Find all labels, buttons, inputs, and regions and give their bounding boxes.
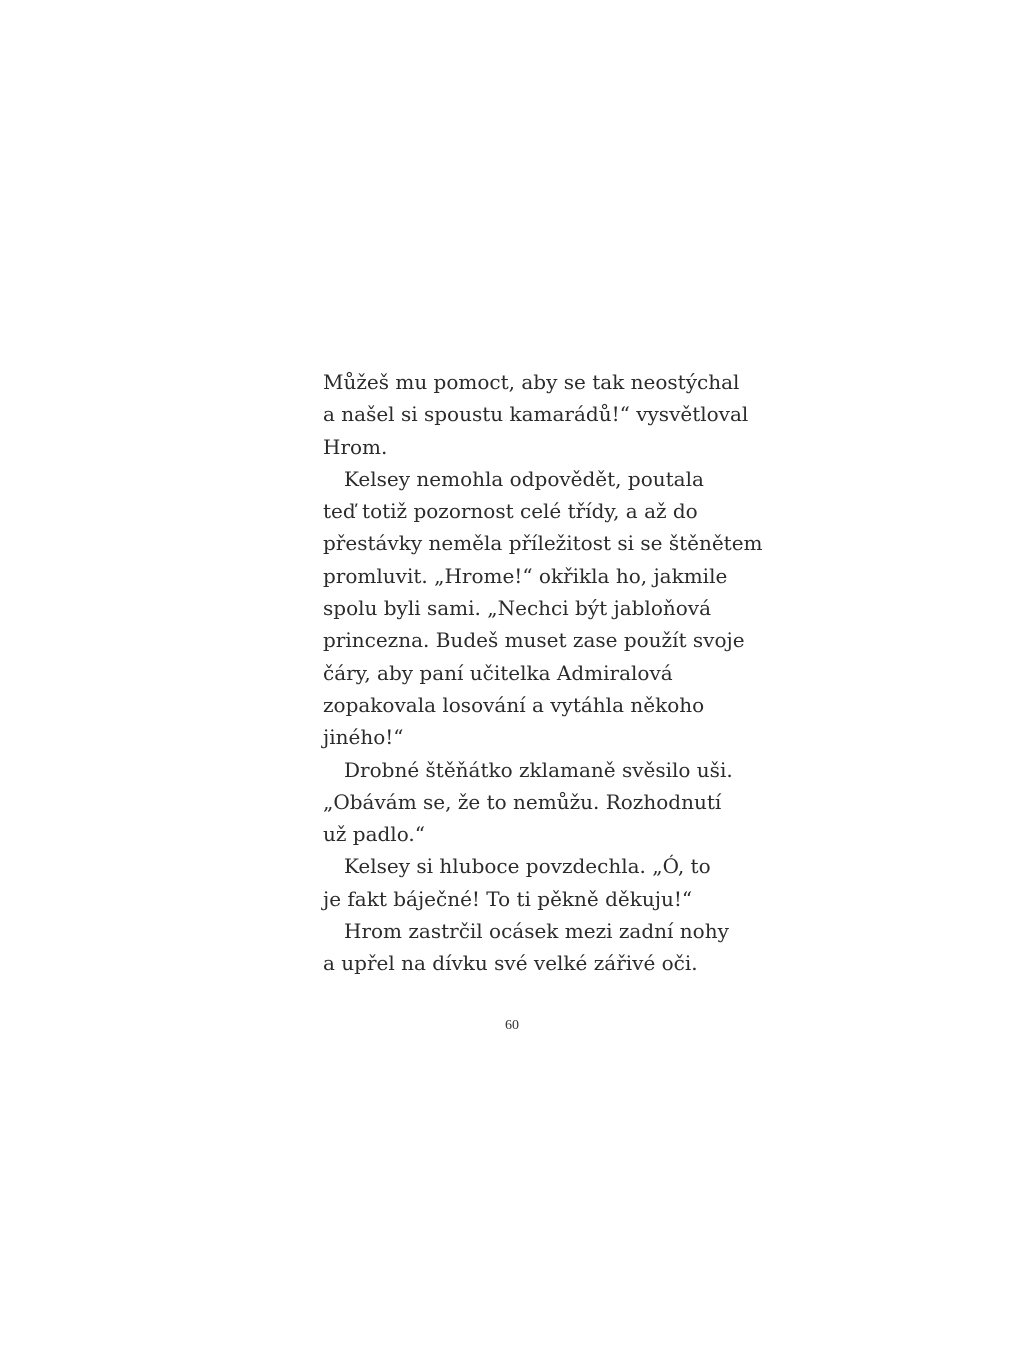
text-line: Kelsey nemohla odpovědět, poutala — [344, 466, 704, 491]
text-line: jiného!“ — [323, 725, 404, 750]
text-line: a našel si spoustu kamarádů!“ vysvětloval — [323, 402, 749, 427]
text-line: „Obávám se, že to nemůžu. Rozhodnutí — [323, 789, 722, 814]
page-number: 60 — [505, 1018, 519, 1033]
body-text — [323, 366, 763, 980]
text-line: zopakovala losování a vytáhla někoho — [323, 692, 705, 717]
text-line: spolu byli sami. „Nechci být jabloňová — [323, 596, 711, 621]
text-line: je fakt báječné! To ti pěkně děkuju!“ — [323, 886, 693, 911]
text-line: Můžeš mu pomoct, aby se tak neostýchal — [323, 370, 740, 394]
text-line: promluvit. „Hrome!“ okřikla ho, jakmile — [323, 563, 728, 588]
text-line: Kelsey si hluboce povzdechla. „Ó, to — [344, 854, 711, 879]
text-line: teď totiž pozornost celé třídy, a až do — [323, 499, 698, 524]
text-line: přestávky neměla příležitost si se štěnětem — [323, 531, 763, 556]
text-line: už padlo.“ — [323, 822, 425, 847]
text-line: a upřel na dívku své velké zářivé oči. — [323, 951, 698, 976]
text-line: princezna. Budeš muset zase použít svoje — [323, 628, 745, 653]
text-line: čáry, aby paní učitelka Admiralová — [323, 660, 673, 685]
text-line: Drobné štěňátko zklamaně svěsilo uši. — [344, 757, 733, 782]
text-line: Hrom. — [323, 434, 388, 459]
text-line: Hrom zastrčil ocásek mezi zadní nohy — [344, 919, 729, 944]
